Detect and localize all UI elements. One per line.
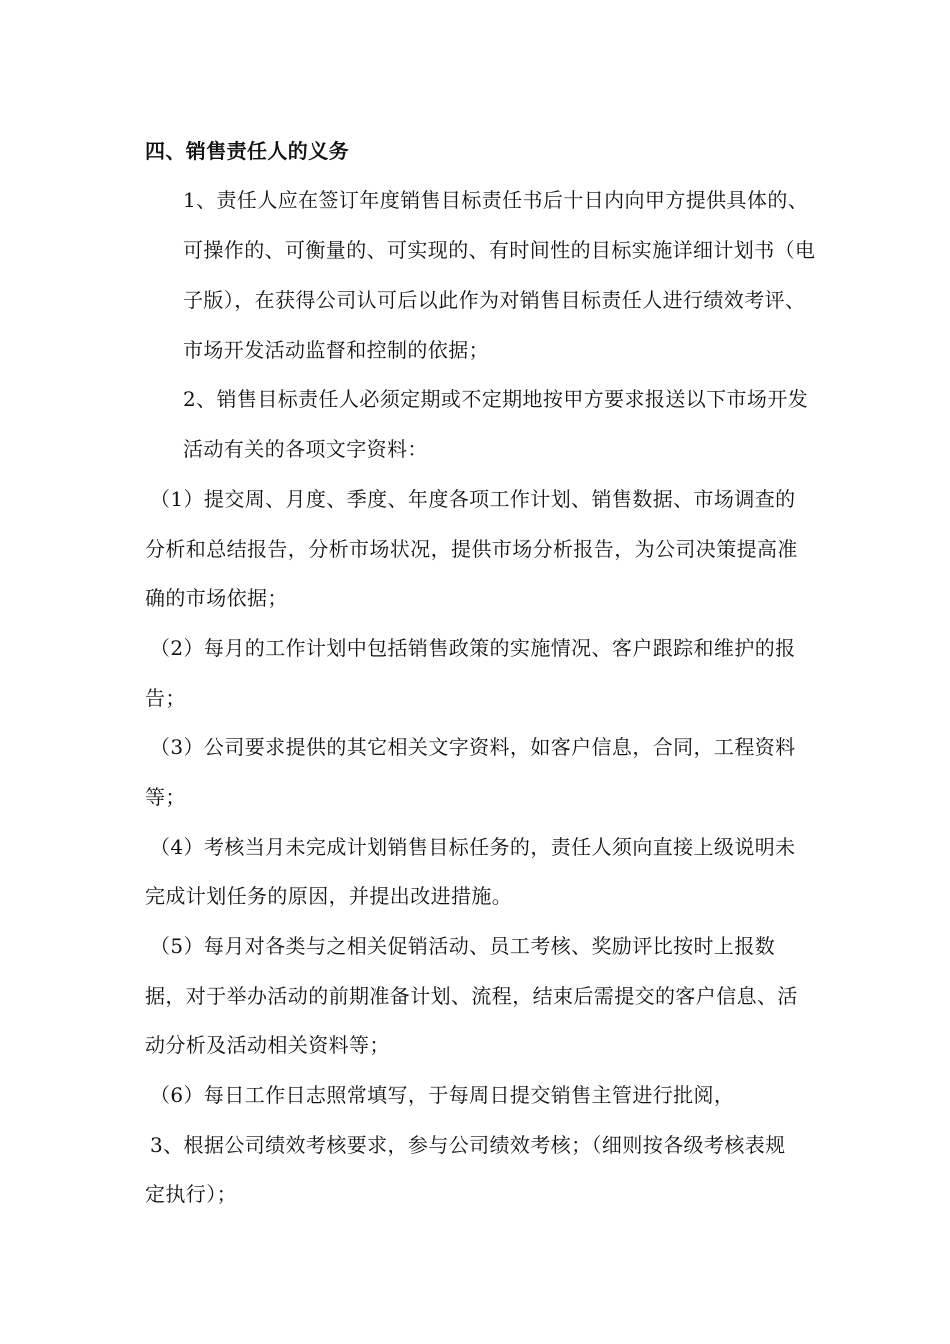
text-line: 告； — [145, 686, 186, 710]
text-line: （1）提交周、月度、季度、年度各项工作计划、销售数据、市场调查的 — [150, 487, 796, 511]
text-line: 确的市场依据； — [145, 586, 288, 610]
section-heading: 四、销售责任人的义务 — [145, 139, 349, 163]
text-line: 分析和总结报告，分析市场状况，提供市场分析报告，为公司决策提高准 — [145, 537, 798, 561]
text-line: （2）每月的工作计划中包括销售政策的实施情况、客户跟踪和维护的报 — [150, 636, 796, 660]
text-line: 据，对于举办活动的前期准备计划、流程，结束后需提交的客户信息、活 — [145, 984, 798, 1008]
text-line: 等； — [145, 785, 186, 809]
text-line: 市场开发活动监督和控制的依据； — [183, 338, 489, 362]
text-line: 子版），在获得公司认可后以此作为对销售目标责任人进行绩效考评、 — [183, 288, 806, 312]
text-line: 活动有关的各项文字资料： — [183, 437, 428, 461]
text-line: （3）公司要求提供的其它相关文字资料，如客户信息，合同，工程资料 — [150, 735, 796, 759]
text-line: 2、销售目标责任人必须定期或不定期地按甲方要求报送以下市场开发 — [183, 387, 809, 411]
text-line: 完成计划任务的原因，并提出改进措施。 — [145, 884, 513, 908]
text-line: （4）考核当月未完成计划销售目标任务的，责任人须向直接上级说明未 — [150, 835, 796, 859]
text-line: （6）每日工作日志照常填写，于每周日提交销售主管进行批阅， — [150, 1083, 735, 1107]
text-line: 3、根据公司绩效考核要求，参与公司绩效考核；（细则按各级考核表规 — [150, 1133, 786, 1157]
text-line: 可操作的、可衡量的、可实现的、有时间性的目标实施详细计划书（电 — [183, 238, 816, 262]
text-line: （5）每月对各类与之相关促销活动、员工考核、奖励评比按时上报数 — [150, 934, 776, 958]
text-line: 定执行）； — [145, 1182, 237, 1206]
text-line: 1、责任人应在签订年度销售目标责任书后十日内向甲方提供具体的、 — [183, 188, 809, 212]
text-line: 动分析及活动相关资料等； — [145, 1033, 390, 1057]
